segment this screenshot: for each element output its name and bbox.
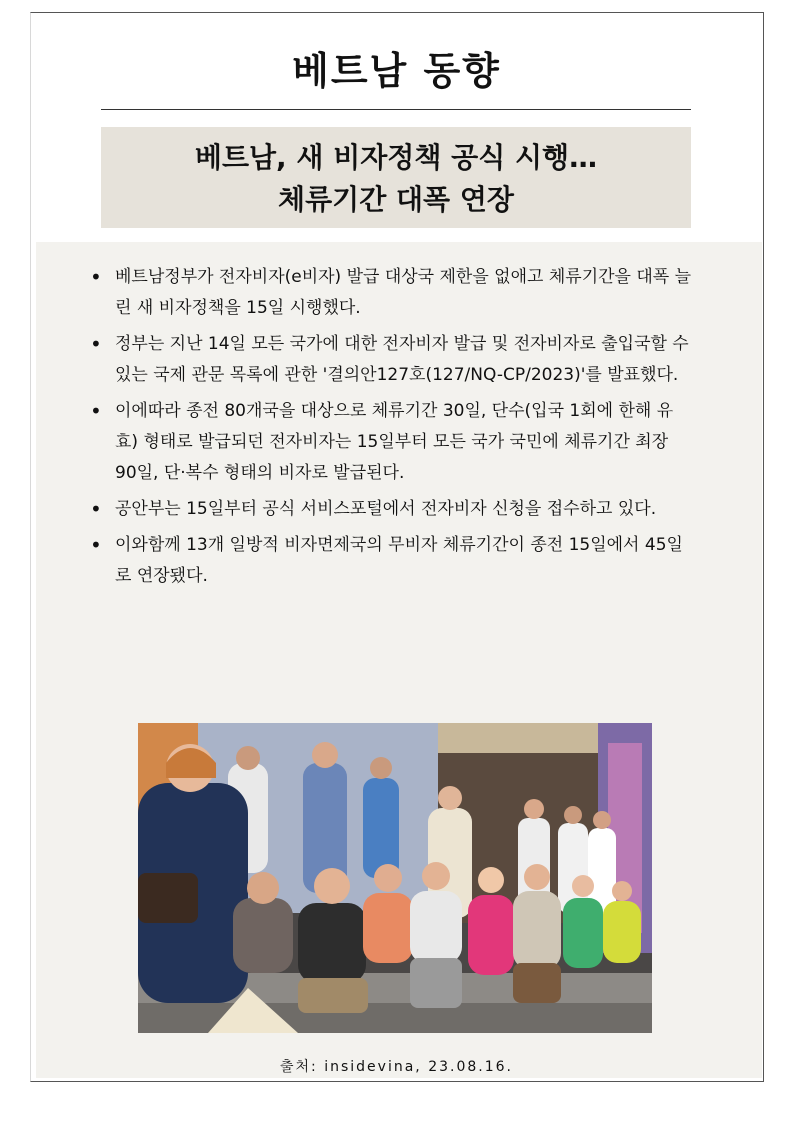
headline-line-2: 체류기간 대폭 연장 <box>278 183 514 216</box>
bullet-item: • 공안부는 15일부터 공식 서비스포털에서 전자비자 신청을 접수하고 있다. <box>90 494 695 525</box>
page-title: 베트남 동향 <box>292 49 501 93</box>
headline-line-1: 베트남, 새 비자정책 공식 시행… <box>194 141 598 174</box>
title-divider <box>101 109 691 110</box>
headline-box <box>101 127 691 228</box>
bullet-item: • 이와함께 13개 일방적 비자면제국의 무비자 체류기간이 종전 15일에서 45일로 연장됐다. <box>90 530 695 592</box>
tourists-group-photo <box>138 723 652 1033</box>
source-citation: 출처: insidevina, 23.08.16. <box>280 1059 513 1075</box>
bullet-item: • 베트남정부가 전자비자(e비자) 발급 대상국 제한을 없애고 체류기간을 대폭 늘린 새 비자정책을 15일 시행했다. <box>90 262 695 324</box>
bullet-item: • 이에따라 종전 80개국을 대상으로 체류기간 30일, 단수(입국 1회에 한해 유효) 형태로 발급되던 전자비자는 15일부터 모든 국가 국민에 체류기간 최장 90일, 단·복수 형태의 비자로 발급된다. <box>90 396 695 489</box>
article-bullet-list <box>90 262 695 597</box>
bullet-item: • 정부는 지난 14일 모든 국가에 대한 전자비자 발급 및 전자비자로 출입국할 수있는 국제 관문 목록에 관한 '결의안127호(127/NQ-CP/2023)'를 발표했다. <box>90 329 695 391</box>
